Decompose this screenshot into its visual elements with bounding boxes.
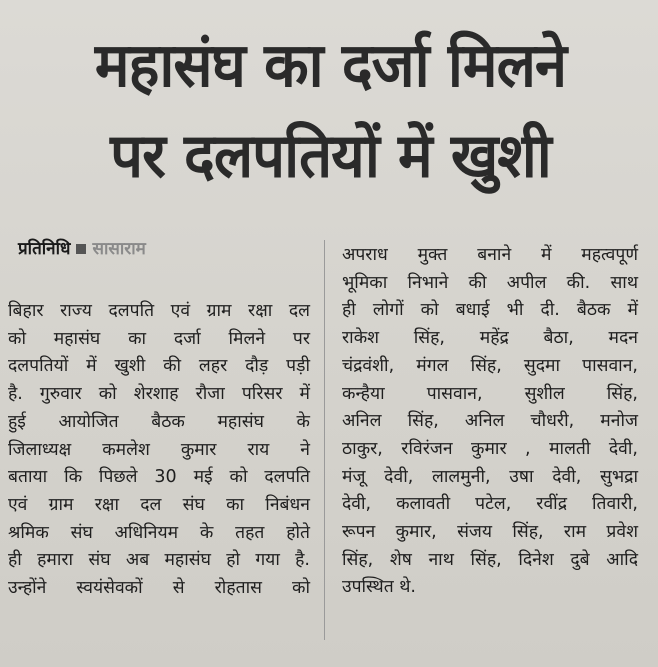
square-bullet-icon bbox=[76, 244, 86, 254]
article-column-right bbox=[342, 242, 638, 602]
headline-line-1: महासंघ का दर्जा मिलने bbox=[94, 29, 567, 101]
text-line: ठाकुर, रविरंजन कुमार , मालती देवी, bbox=[342, 438, 638, 459]
byline-place: सासाराम bbox=[92, 239, 146, 259]
text-line: ही लोगों को बधाई भी दी. बैठक में bbox=[342, 300, 638, 321]
text-line: ही हमारा संघ अब महासंघ हो गया है. bbox=[8, 550, 310, 571]
text-line: राकेश सिंह, महेंद्र बैठा, मदन bbox=[342, 328, 638, 349]
text-line: है. गुरुवार को शेरशाह रौजा परिसर में bbox=[8, 384, 310, 405]
text-line: दलपतियों में खुशी की लहर दौड़ पड़ी bbox=[8, 356, 310, 377]
byline bbox=[18, 236, 318, 262]
text-line: उन्होंने स्वयंसेवकों से रोहतास को bbox=[8, 578, 310, 599]
text-line: कन्हैया पासवान, सुशील सिंह, bbox=[342, 383, 638, 404]
text-line: सिंह, शेष नाथ सिंह, दिनेश दुबे आदि bbox=[342, 549, 638, 570]
text-line: चंद्रवंशी, मंगल सिंह, सुदमा पासवान, bbox=[342, 355, 638, 376]
text-line: भूमिका निभाने की अपील की. साथ bbox=[342, 272, 638, 293]
column-divider bbox=[324, 240, 325, 640]
text-line: बिहार राज्य दलपति एवं ग्राम रक्षा दल bbox=[8, 301, 310, 321]
article-column-left bbox=[8, 298, 310, 603]
text-line: जिलाध्यक्ष कमलेश कुमार राय ने bbox=[8, 439, 310, 460]
text-line: देवी, कलावती पटेल, रवींद्र तिवारी, bbox=[342, 494, 638, 515]
headline bbox=[18, 20, 643, 201]
text-line: श्रमिक संघ अधिनियम के तहत होते bbox=[8, 522, 310, 543]
text-line: हुई आयोजित बैठक महासंघ के bbox=[8, 411, 310, 432]
headline-line-2: पर दलपतियों में खुशी bbox=[110, 119, 551, 192]
text-line: को महासंघ का दर्जा मिलने पर bbox=[8, 328, 310, 349]
text-line: मंजू देवी, लालमुनी, उषा देवी, सुभद्रा bbox=[342, 466, 638, 487]
text-line: अनिल सिंह, अनिल चौधरी, मनोज bbox=[342, 411, 638, 432]
text-line: एवं ग्राम रक्षा दल संघ का निबंधन bbox=[8, 494, 310, 515]
text-line: रूपन कुमार, संजय सिंह, राम प्रवेश bbox=[342, 522, 638, 543]
text-line: उपस्थित थे. bbox=[342, 577, 416, 598]
text-line: अपराध मुक्त बनाने में महत्वपूर्ण bbox=[342, 245, 638, 265]
byline-author: प्रतिनिधि bbox=[18, 239, 71, 259]
text-line: बताया कि पिछले 30 मई को दलपति bbox=[8, 467, 310, 488]
